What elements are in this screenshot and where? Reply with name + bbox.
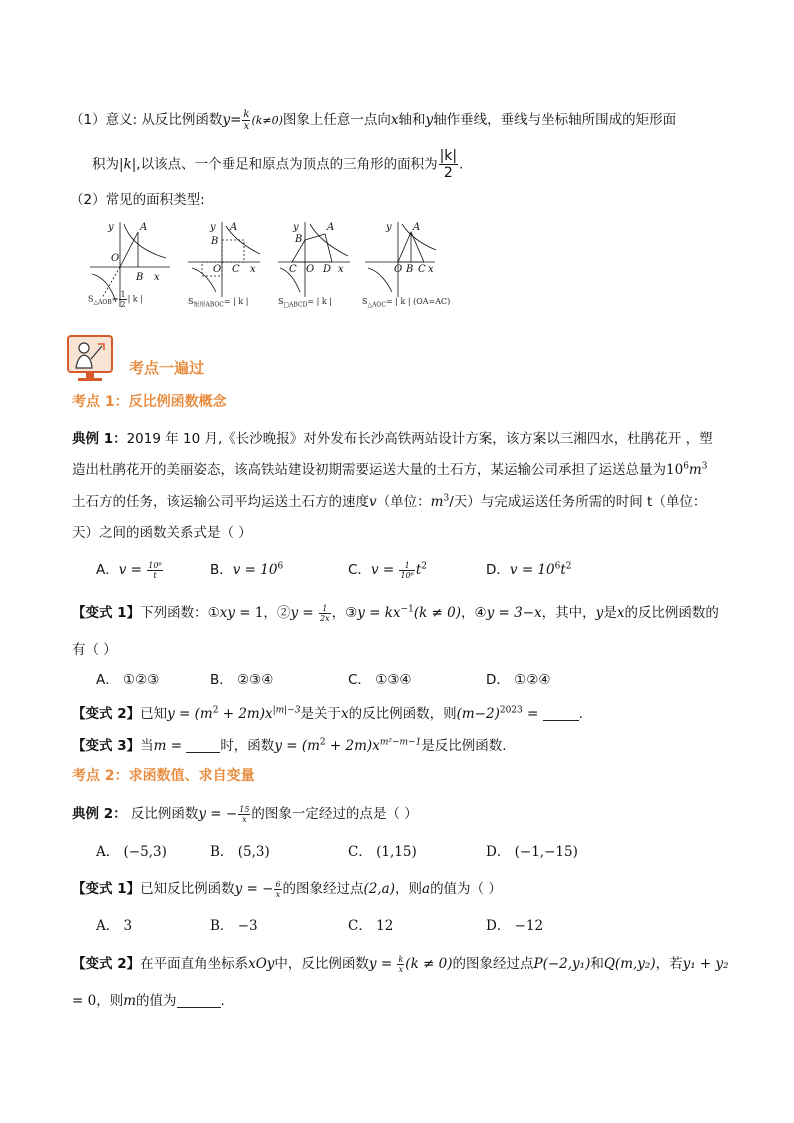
func-2-frac <box>319 604 331 623</box>
option-rest: t <box>415 562 422 578</box>
label-a: A <box>140 222 148 233</box>
var1-option-a[interactable]: A． ①②③ <box>96 672 160 688</box>
caption-s: S <box>188 297 194 306</box>
label-o: O <box>213 264 222 275</box>
frac-num: 6 <box>275 879 281 889</box>
caption-rest: | k | <box>127 294 143 304</box>
variant-text: 是关于 <box>300 706 341 722</box>
func-1b: = 1，② <box>234 605 291 621</box>
label-y: y <box>293 222 299 233</box>
p2-var1-option-b[interactable]: B． −3 <box>210 918 258 934</box>
example-text: 造出杜鹃花开的美丽姿态，该高铁站建设初期需要运送大量的土石方，某运输公司承担了运送总量为 <box>72 462 666 478</box>
example1-line3 <box>72 490 706 510</box>
expr-eq: = <box>522 706 543 722</box>
variant3-line <box>72 734 507 754</box>
example-text: 土石方的任务，该运输公司平均运送土石方的速度 <box>72 494 369 510</box>
func-1: xy <box>219 605 235 621</box>
example-text: （单位： <box>376 494 431 510</box>
variant-text: 和 <box>590 956 604 972</box>
intro-line-1 <box>70 108 676 132</box>
example1-line2 <box>72 458 707 478</box>
variant-text: ，则 <box>395 881 422 897</box>
label-o: O <box>394 264 403 275</box>
frac-num: k <box>398 954 404 964</box>
ex1-option-d[interactable] <box>486 558 572 578</box>
option-sup: 2 <box>565 561 572 572</box>
point1-title: 考点 1：反比例函数概念 <box>72 394 227 410</box>
frac-num: |k| <box>439 148 458 164</box>
figure-3-caption <box>278 297 332 309</box>
var-x: x <box>340 706 349 722</box>
frac-den: x <box>275 889 281 899</box>
variant-label: 【变式 1】 <box>72 881 141 897</box>
caption-eq: = | k | <box>223 297 249 306</box>
caption-eq: = | k | (OA=AC) <box>385 297 451 306</box>
frac-den: x <box>243 120 250 132</box>
figure-2-caption <box>188 297 249 309</box>
label-y: y <box>210 222 216 233</box>
variant2-line <box>72 702 583 722</box>
point-q: Q(m,y₂) <box>603 956 656 972</box>
intro-text: ,以该点、一个垂足和原点为顶点的三角形的面积为 <box>136 156 438 173</box>
variant-text: 的图象经过点 <box>282 881 364 897</box>
option-lhs: v = <box>370 562 399 578</box>
answer-blank[interactable] <box>186 738 220 753</box>
variant-text: 是反比例函数. <box>421 738 507 754</box>
option-letter: D． <box>486 562 510 578</box>
abs-k: |k| <box>119 156 137 173</box>
figure-4 <box>365 222 436 297</box>
variant-text: . <box>220 993 225 1009</box>
option-lhs: v = 10 <box>232 562 278 578</box>
example1-line1 <box>72 427 713 447</box>
expr-frac <box>238 805 250 824</box>
frac-den: t <box>153 570 157 580</box>
variant-text: ，③ <box>331 605 358 621</box>
variant-text: 已知 <box>140 706 168 722</box>
option-lhs: v = 10 <box>509 562 555 578</box>
p2-variant2-line1 <box>72 952 729 974</box>
frac-den: x <box>242 814 247 824</box>
expr: y = − <box>234 881 274 897</box>
unit-exp: 3 <box>443 493 450 504</box>
intro-text: 轴和 <box>398 112 426 128</box>
expr: y = − <box>198 806 238 822</box>
option-rest: t <box>560 562 566 578</box>
frac-den: 2x <box>319 613 330 623</box>
label-o: O <box>306 264 315 275</box>
variant-text: 时，函数 <box>220 738 275 754</box>
option-lhs: v = <box>118 562 147 578</box>
var1-option-c[interactable]: C． ①③④ <box>348 672 412 688</box>
variant-text: ，④ <box>461 605 487 621</box>
expr-sup: |m|−3 <box>272 705 301 716</box>
ex2-option-c[interactable]: C． (1,15) <box>348 844 417 860</box>
caption-s: S <box>278 297 284 306</box>
frac-num: 1 <box>319 604 331 614</box>
variant-text: 在平面直角坐标系 <box>140 956 249 972</box>
example-label: 典例 2： <box>72 806 127 822</box>
caption-sub: △AOB <box>93 299 112 307</box>
point2-title: 考点 2：求函数值、求自变量 <box>72 768 255 784</box>
caption-s: S <box>88 294 94 304</box>
option-letter: A． <box>96 562 119 578</box>
expr-frac <box>274 880 281 899</box>
ex1-option-b[interactable] <box>210 558 283 578</box>
label-y: y <box>386 222 392 233</box>
var1-option-b[interactable]: B． ②③④ <box>210 672 274 688</box>
variant-text: 的图象经过点 <box>452 956 534 972</box>
label-d: D <box>323 264 332 275</box>
caption-s: S <box>362 297 368 306</box>
label-c: C <box>232 264 240 275</box>
expr: y = (m <box>274 738 320 754</box>
caption-eq: = <box>111 294 119 304</box>
label-a: A <box>327 222 335 233</box>
var-m: m <box>153 738 167 754</box>
example-text: 2019 年 10 月,《长沙晚报》对外发布长沙高铁两站设计方案，该方案以三湘四水，杜鹃花开 ，塑 <box>126 431 713 447</box>
variant-text: 已知反比例函数 <box>140 881 235 897</box>
expr-sup: m²−m−1 <box>379 737 422 748</box>
label-c: C <box>289 264 297 275</box>
expr-sup: 2 <box>319 737 326 748</box>
frac-num: k <box>243 108 250 120</box>
variant-text: 的反比例函数的 <box>624 605 719 621</box>
option-frac <box>147 561 162 580</box>
teacher-board-icon <box>64 334 116 384</box>
variant-label: 【变式 3】 <box>72 738 141 754</box>
option-sup: 2 <box>421 561 428 572</box>
option-sup: 6 <box>554 561 561 572</box>
section-title: 考点一遍过 <box>129 359 205 377</box>
unit-exp: 3 <box>701 461 708 472</box>
ex1-option-a[interactable] <box>96 558 164 580</box>
hyperbola-branch <box>368 268 392 292</box>
half-k-fraction <box>439 148 459 181</box>
func-4: y = 3−x <box>486 605 542 621</box>
option-sup: 6 <box>277 561 284 572</box>
segment-oa <box>120 232 138 267</box>
intro-text: 积为 <box>92 156 119 173</box>
point-p: P(−2,y₁) <box>533 956 591 972</box>
figure-1-caption <box>88 290 143 309</box>
option-letter: C． <box>348 562 371 578</box>
total-exp: 6 <box>683 461 689 472</box>
variant1-line1 <box>72 601 719 623</box>
example-text: 的图象一定经过的点是（ ） <box>251 806 418 822</box>
expr-sup: 2 <box>212 705 219 716</box>
expr-frac <box>397 955 404 974</box>
variant-label: 【变式 1】 <box>72 605 141 621</box>
intro-text: （1）意义: 从反比例函数 <box>70 112 223 128</box>
variant-text: 的值为 <box>136 993 177 1009</box>
intro-line-3: （2）常见的面积类型: <box>70 192 205 208</box>
example-text: 反比例函数 <box>126 806 199 822</box>
p2-var1-option-d[interactable]: D． −12 <box>486 918 544 934</box>
label-a: A <box>413 222 421 233</box>
variant-text: 是 <box>603 605 617 621</box>
func-lhs: y= <box>222 112 242 128</box>
example2-line <box>72 802 418 824</box>
variant-text: 中，反比例函数 <box>274 956 369 972</box>
variant-text: 的反比例函数，则 <box>348 706 457 722</box>
variant-text: 下列函数：① <box>140 605 220 621</box>
caption-frac <box>119 290 126 309</box>
answer-blank[interactable] <box>177 993 221 1008</box>
frac-num: 1 <box>399 561 414 571</box>
board-stand <box>86 372 94 378</box>
frac-num: 1 <box>120 290 126 299</box>
variant-text: . <box>578 706 583 722</box>
func-cond: (k≠0) <box>251 114 283 127</box>
expr: y = <box>368 956 397 972</box>
expr-eq: = <box>166 738 187 754</box>
variant-label: 【变式 2】 <box>72 706 141 722</box>
label-x: x <box>154 272 160 283</box>
label-c: C <box>418 264 426 275</box>
variant-text: 当 <box>140 738 154 754</box>
func-2b: = <box>298 605 318 621</box>
expr: + 2m)x <box>325 738 380 754</box>
caption-sub: □ABCD <box>283 301 308 309</box>
variant-label: 【变式 2】 <box>72 956 141 972</box>
total-value: 10 <box>666 462 684 478</box>
func-3-sup: −1 <box>400 604 414 615</box>
coord-system: xOy <box>248 956 275 972</box>
caption-sub: 矩形ABOC <box>193 301 224 309</box>
label-y: y <box>108 222 114 233</box>
ex2-option-b[interactable]: B． (5,3) <box>210 844 270 860</box>
option-frac <box>399 561 414 580</box>
caption-eq: = | k | <box>307 297 332 306</box>
intro-text: 轴作垂线，垂线与坐标轴所围成的矩形面 <box>433 112 677 128</box>
expr-sum: y₁ + y₂ <box>682 956 729 972</box>
expr: y = (m <box>167 706 213 722</box>
person-head <box>79 343 89 353</box>
expr: + 2m)x <box>218 706 273 722</box>
example1-line4: 天）之间的函数关系式是（ ） <box>72 525 252 541</box>
func-3-cond: (k ≠ 0) <box>413 605 462 621</box>
label-a: A <box>230 222 238 233</box>
var-x: x <box>616 605 625 621</box>
answer-blank[interactable] <box>543 706 579 721</box>
variant-text: 的值为（ ） <box>430 881 502 897</box>
figure-4-caption <box>362 297 451 309</box>
var-a: a <box>422 881 431 897</box>
ex1-option-c[interactable] <box>348 558 427 580</box>
label-x: x <box>338 264 344 275</box>
var1-option-d[interactable]: D． ①②④ <box>486 672 551 688</box>
variant-text: ，其中， <box>541 605 596 621</box>
label-x: x <box>250 264 256 275</box>
caption-sub: △AOC <box>367 301 386 309</box>
ex2-option-d[interactable]: D． (−1,−15) <box>486 844 578 860</box>
label-b: B <box>136 272 144 283</box>
figure-3 <box>278 222 350 297</box>
var-y: y <box>595 605 604 621</box>
unit-m: m <box>430 494 444 510</box>
func-3: y = kx <box>357 605 401 621</box>
intro-line-2 <box>92 148 463 181</box>
p2-variant1-line <box>72 877 502 899</box>
p2-var1-option-c[interactable]: C． 12 <box>348 918 394 934</box>
variant1-line2: 有（ ） <box>72 642 117 658</box>
expr-eq: = 0 <box>72 993 97 1009</box>
var-y: y <box>425 112 434 128</box>
label-b: B <box>406 264 414 275</box>
label-b: B <box>211 236 219 247</box>
expr-sup: 2023 <box>499 705 523 716</box>
var-m: m <box>123 993 137 1009</box>
rectangle-abdc <box>222 240 244 262</box>
point-coord: (2,a) <box>363 881 395 897</box>
expr-cond: (k ≠ 0) <box>405 956 453 972</box>
intro-text: 图象上任意一点向 <box>282 112 391 128</box>
example-label: 典例 1： <box>72 431 127 447</box>
frac-den: 10⁶ <box>400 570 414 580</box>
func-fraction <box>242 109 250 132</box>
option-letter: B． <box>210 562 233 578</box>
label-x: x <box>428 264 434 275</box>
board-base <box>78 378 102 381</box>
var-v: v <box>369 494 377 510</box>
frac-num: 15 <box>239 804 250 814</box>
example-text: /天）与完成运送任务所需的时间 t（单位： <box>449 494 707 510</box>
p2-variant2-line2 <box>72 989 225 1009</box>
p2-var1-option-a[interactable]: A． 3 <box>96 918 133 934</box>
variant-text: ，则 <box>96 993 124 1009</box>
frac-den: x <box>398 964 404 974</box>
variant-text: ，若 <box>655 956 683 972</box>
frac-num: 10⁶ <box>148 560 162 570</box>
frac-den: 2 <box>443 165 453 181</box>
figure-2 <box>188 222 260 297</box>
unit-m: m <box>688 462 702 478</box>
expr: (m−2) <box>456 706 500 722</box>
intro-text: . <box>459 156 464 173</box>
var-x: x <box>390 112 399 128</box>
func-2: y <box>290 605 299 621</box>
ex2-option-a[interactable]: A． (−5,3) <box>96 844 167 860</box>
label-b: B <box>295 234 303 245</box>
frac-den: 2 <box>120 300 126 309</box>
label-o: O <box>111 253 120 264</box>
